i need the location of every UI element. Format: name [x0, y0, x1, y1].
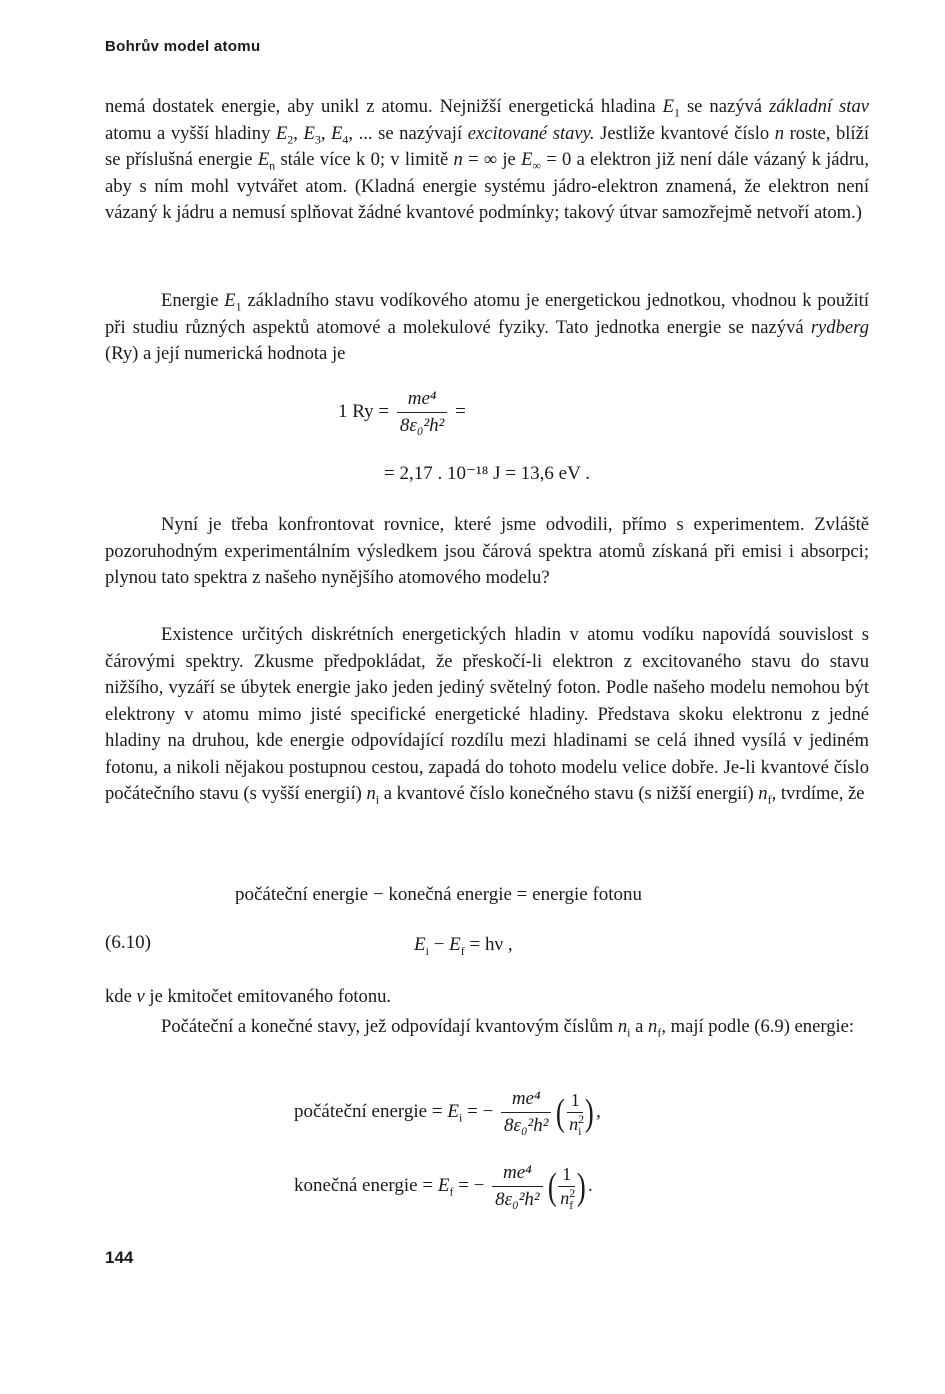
word-equation: počáteční energie − konečná energie = energie fotonu: [235, 884, 643, 905]
initial-energy-equation: počáteční energie = $E_i$ = − $\frac{\text{me⁴}}{\text{8ε₀²h²}}$ ( $\frac{1}{n^2_i}$ ),: [294, 1088, 601, 1138]
paragraph-5: kde ν je kmitočet emitovaného fotonu.: [105, 986, 392, 1007]
running-head: Bohrův model atomu: [105, 38, 261, 55]
paragraph-1: nemá dostatek energie, aby unikl z atomu. Nejnižší energetická hladina $E_1$ se nazývá základní stav atomu a vyšší hladiny $E_2$, $E_3$, $E_4$, ... se nazývají excitované stavy. Jestliže kvantové číslo n roste, blíží se příslušná energie $E_n$ stále více k 0; v limitě n = ∞ je $E_\infty = 0$ a elektron již není dále vázaný k jádru, aby s ním mohl vytvářet atom. (Kladná energie systému jádro-elektron znamená, že elektron není vázaný k jádru a nemusí splňovat žádné kvantové podmínky; takový útvar samozřejmě netvoří atom.): [105, 96, 870, 223]
rydberg-fraction: $\frac{\text{me⁴}}{\text{8ε₀²h²}}$: [397, 388, 448, 437]
rydberg-equation: 1 Ry = $\frac{\text{me⁴}}{\text{8ε₀²h²}}$ =: [338, 388, 466, 436]
paragraph-6: Počáteční a konečné stavy, jež odpovídají kvantovým číslům $n_i$ a $n_f$, mají podle (6.9) energie:: [161, 1016, 855, 1040]
paragraph-4: Existence určitých diskrétních energetických hladin v atomu vodíku napovídá souvislost s čárovými spektry. Zkusme předpokládat, že přeskočí-li elektron z excitovaného stavu do stavu nižšího, vyzáří se úbytek energie jako jeden jediný světelný foton. Podle našeho modelu nemohou být elektrony v atomu mimo jisté specifické energetické hladiny. Představa skoku elektronu z jedné hladiny na druhou, kde energie odpovídající rozdílu mezi hladinami se celá ihned vysílá v jediném fotonu, a nikoli nějakou postupnou cestou, zapadá do tohoto modelu velice dobře. Je-li kvantové číslo počátečního stavu (s vyšší energií) $n_i$ a kvantové číslo konečného stavu (s nižší energií) $n_f$, tvrdíme, že: [105, 624, 869, 807]
equation-number: (6.10): [105, 932, 151, 953]
final-energy-fraction: $\frac{\text{me⁴}}{\text{8ε₀²h²}}$: [492, 1162, 543, 1211]
initial-energy-fraction: $\frac{\text{me⁴}}{\text{8ε₀²h²}}$: [501, 1088, 552, 1137]
final-quantum-fraction: $\frac{1}{n^2_f}$: [560, 1164, 576, 1212]
initial-quantum-fraction: $\frac{1}{n^2_i}$: [569, 1090, 585, 1138]
equation-6-10: $E_i - E_f = h\nu$ ,: [414, 934, 513, 958]
paragraph-2: Energie $E_1$ základního stavu vodíkového atomu je energetickou jednotkou, vhodnou k použití při studiu různých aspektů atomové a molekulové fyziky. Tato jednotka energie se nazývá rydberg (Ry) a její numerická hodnota je: [105, 290, 869, 364]
rydberg-value: = 2,17 . 10⁻¹⁸ J = 13,6 eV .: [384, 463, 590, 484]
final-energy-equation: konečná energie = $E_f$ = − $\frac{\text{me⁴}}{\text{8ε₀²h²}}$ ( $\frac{1}{n^2_f}$ ).: [294, 1162, 593, 1212]
page-number: 144: [105, 1248, 134, 1267]
paragraph-3: Nyní je třeba konfrontovat rovnice, které jsme odvodili, přímo s experimentem. Zvláště pozoruhodným experimentálním výsledkem jsou čárová spektra atomů získaná při emisi i absorpci; plynou tato spektra z našeho nynějšího atomového modelu?: [105, 514, 869, 588]
